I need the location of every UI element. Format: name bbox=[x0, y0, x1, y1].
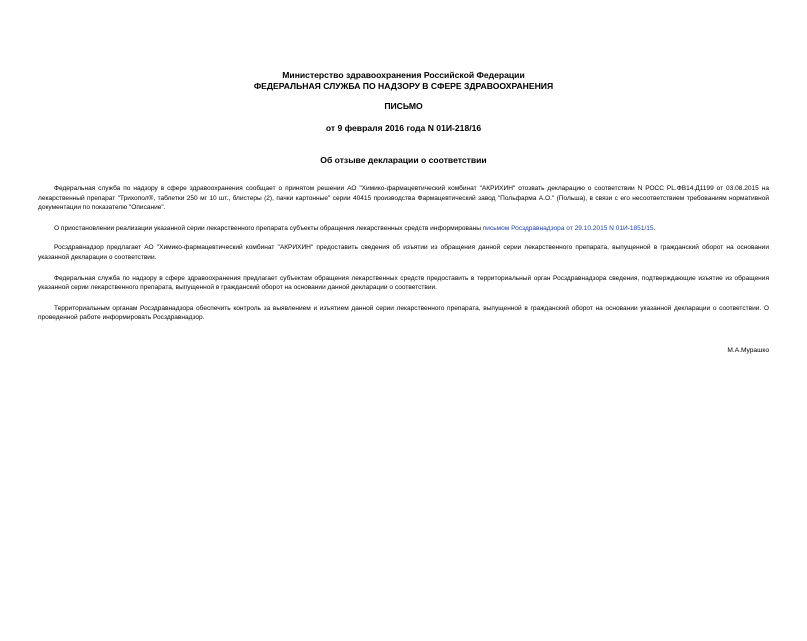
paragraph-2 bbox=[38, 224, 769, 234]
document-page bbox=[0, 70, 807, 641]
paragraph-2-end: . bbox=[653, 224, 656, 232]
service-name: ФЕДЕРАЛЬНАЯ СЛУЖБА ПО НАДЗОРУ В СФЕРЕ ЗДРАВООХРАНЕНИЯ bbox=[253, 81, 554, 91]
document-type: ПИСЬМО bbox=[384, 101, 423, 111]
paragraph-2-text: О приостановлении реализации указанной серии лекарственного препарата субъекты обращения лекарственных средств информированы bbox=[54, 224, 481, 232]
paragraph-4: Федеральная служба по надзору в сфере здравоохранения предлагает субъектам обращения лекарственных средств предоставить в территориальный орган Росздравнадзора сведения, подтверждающие изъятие из обращения указанной серии лекарственного препарата, выпущенной в гражданский оборот на основании данной декларации о соответствии. bbox=[38, 274, 769, 292]
paragraph-1: Федеральная служба по надзору в сфере здравоохранения сообщает о принятом решении АО "Химико-фармацевтический комбинат "АКРИХИН" отозвать декларацию о соответствии N РОСС PL.ФВ14.Д1199 от 03.08.2015 на лекарственный препарат "Трихопол®, таблетки 250 мг 10 шт., блистеры (2), пачки картонные" серии 40415 производства Фармацевтический завод "Польфарма А.О." (Польша), в связи с его несоответствием требованиям нормативной документации по показателю "Описание". bbox=[38, 185, 769, 212]
document-body bbox=[38, 184, 769, 323]
document-subject: Об отзыве декларации о соответствии bbox=[320, 155, 487, 165]
paragraph-5: Территориальным органам Росздравнадзора обеспечить контроль за выявлением и изъятием данной серии лекарственного препарата, выпущенной в гражданский оборот на основании указанной декларации о соответствии. О проведенной работе информировать Росздравнадзор. bbox=[38, 304, 769, 322]
letter-header bbox=[38, 70, 769, 92]
paragraph-3: Росздравнадзор предлагает АО "Химико-фармацевтический комбинат "АКРИХИН" предоставить сведения об изъятии из обращения данной серии лекарственного препарата, выпущенной в гражданский оборот на основании указанной декларации о соответствии. bbox=[38, 244, 769, 261]
ministry-name: Министерство здравоохранения Российской Федерации bbox=[282, 70, 525, 80]
reference-letter-link[interactable]: письмом Росздравнадзора от 29.10.2015 N 01И-1851/15 bbox=[482, 224, 654, 232]
signature: М.А.Мурашко bbox=[727, 346, 769, 354]
document-date: от 9 февраля 2016 года N 01И-218/16 bbox=[325, 123, 482, 133]
